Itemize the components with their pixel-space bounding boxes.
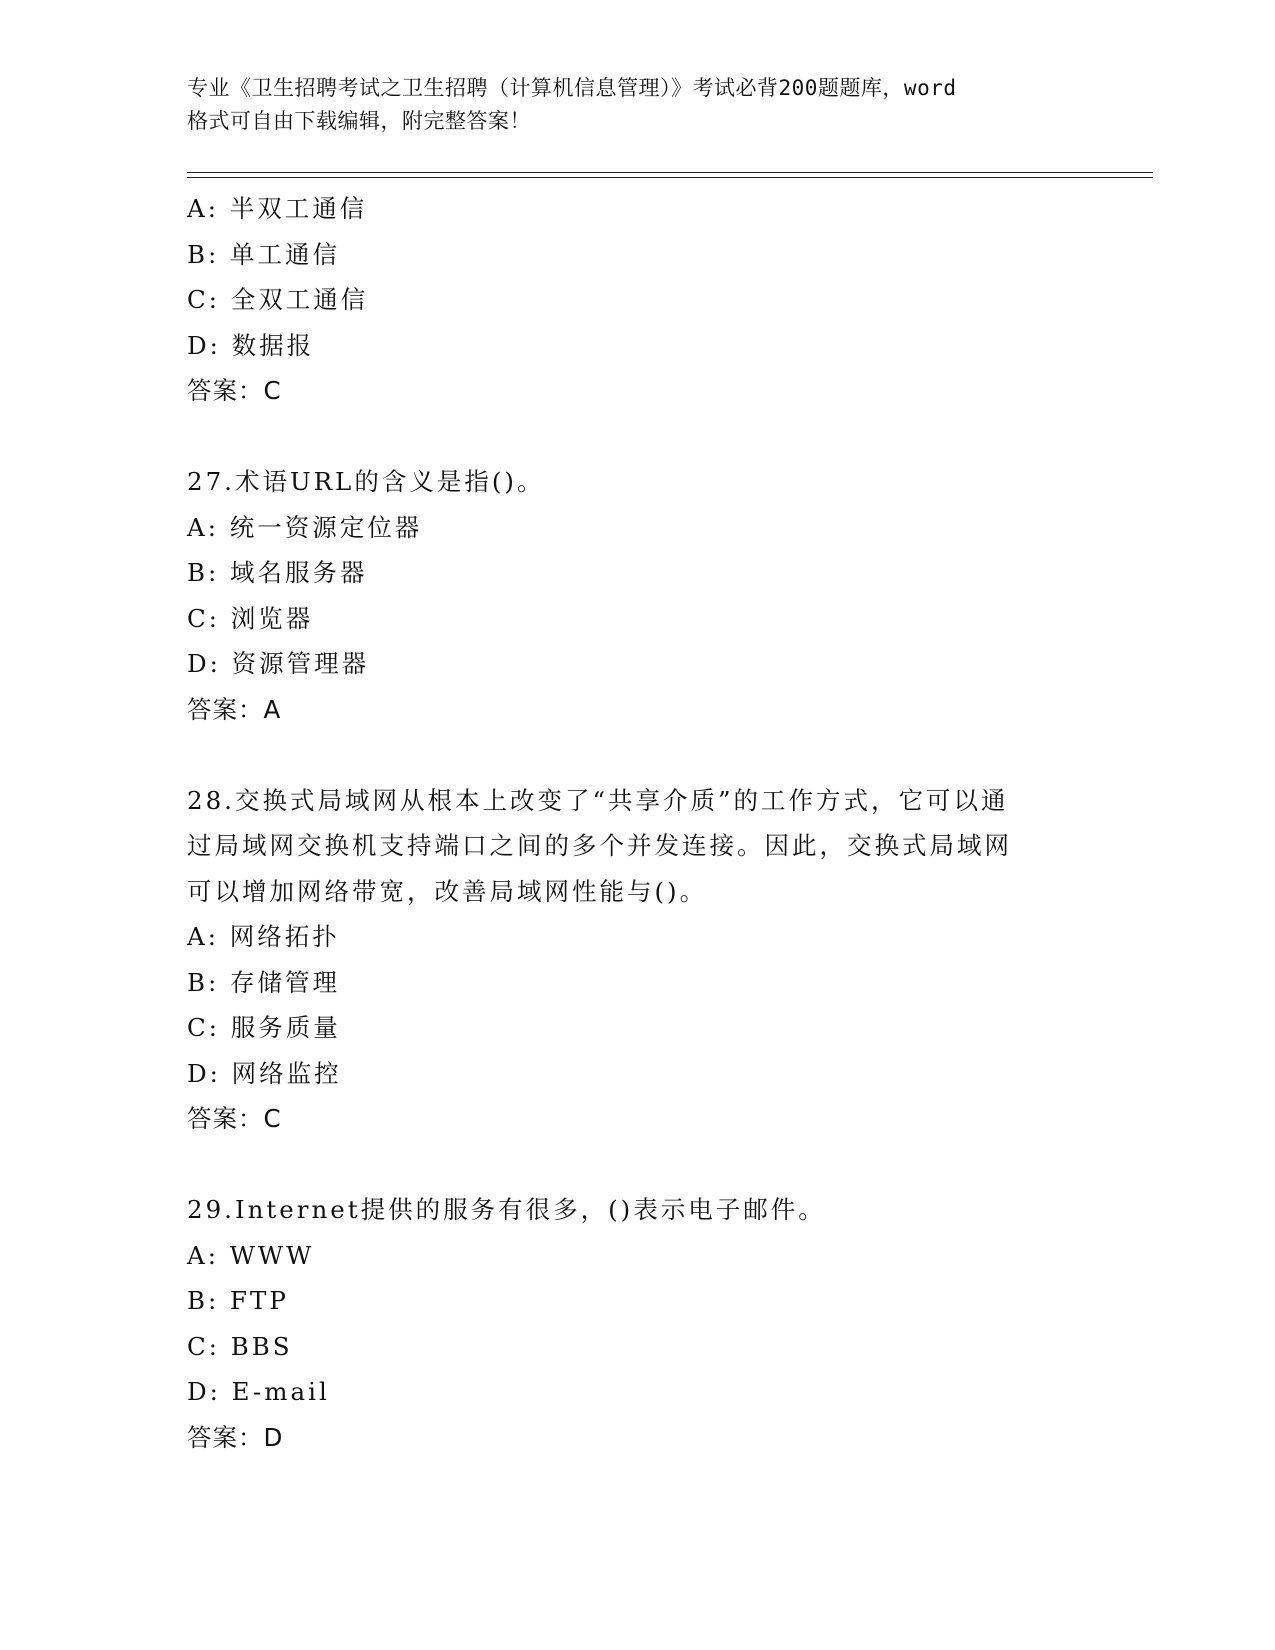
option-c: C: 服务质量 [187,1013,341,1042]
answer-line: 答案：D [187,1422,284,1452]
option-b: B: 域名服务器 [187,558,368,587]
option-a: A: WWW [187,1240,315,1270]
question-stem: 29.Internet提供的服务有很多，()表示电子邮件。 [187,1195,826,1224]
question-spacer [187,732,1087,778]
option-b: B: 存储管理 [187,967,341,997]
option-b: B: 单工通信 [187,239,341,269]
question-stem-line-3: 可以增加网络带宽，改善局域网性能与()。 [187,876,708,906]
question-stem: 27.术语URL的含义是指()。 [187,467,545,496]
document-header [187,72,1087,138]
header-divider-bottom [187,177,1153,178]
option-d: D: 资源管理器 [187,649,370,678]
option-d: D: 网络监控 [187,1058,342,1088]
answer-line: 答案：A [187,694,282,724]
question-27 [187,459,1087,732]
header-line-2: 格式可自由下载编辑，附完整答案！ [187,109,531,133]
question-28 [187,778,1087,1142]
question-29 [187,1187,1087,1460]
option-a: A: 半双工通信 [187,194,368,223]
option-d: D: 数据报 [187,330,315,360]
question-spacer [187,414,1087,460]
option-c: C: 全双工通信 [187,285,369,314]
answer-line: 答案：C [187,376,282,405]
question-stem-line-2: 过局域网交换机支持端口之间的多个并发连接。因此，交换式局域网 [187,831,1012,860]
question-spacer [187,1142,1087,1188]
answer-line: 答案：C [187,1104,282,1133]
option-a: A: 统一资源定位器 [187,512,423,542]
question-stem-line-1: 28.交换式局域网从根本上改变了“共享介质”的工作方式，它可以通 [187,785,1009,815]
option-d: D: E-mail [187,1377,330,1406]
header-divider-top [187,172,1153,173]
option-a: A: 网络拓扑 [187,922,340,951]
question-26-continued [187,186,1087,414]
option-c: C: BBS [187,1331,293,1361]
question-list [187,186,1087,1460]
option-c: C: 浏览器 [187,603,314,633]
option-b: B: FTP [187,1286,289,1315]
header-line-1: 专业《卫生招聘考试之卫生招聘（计算机信息管理）》考试必背200题题库，word [187,76,957,100]
